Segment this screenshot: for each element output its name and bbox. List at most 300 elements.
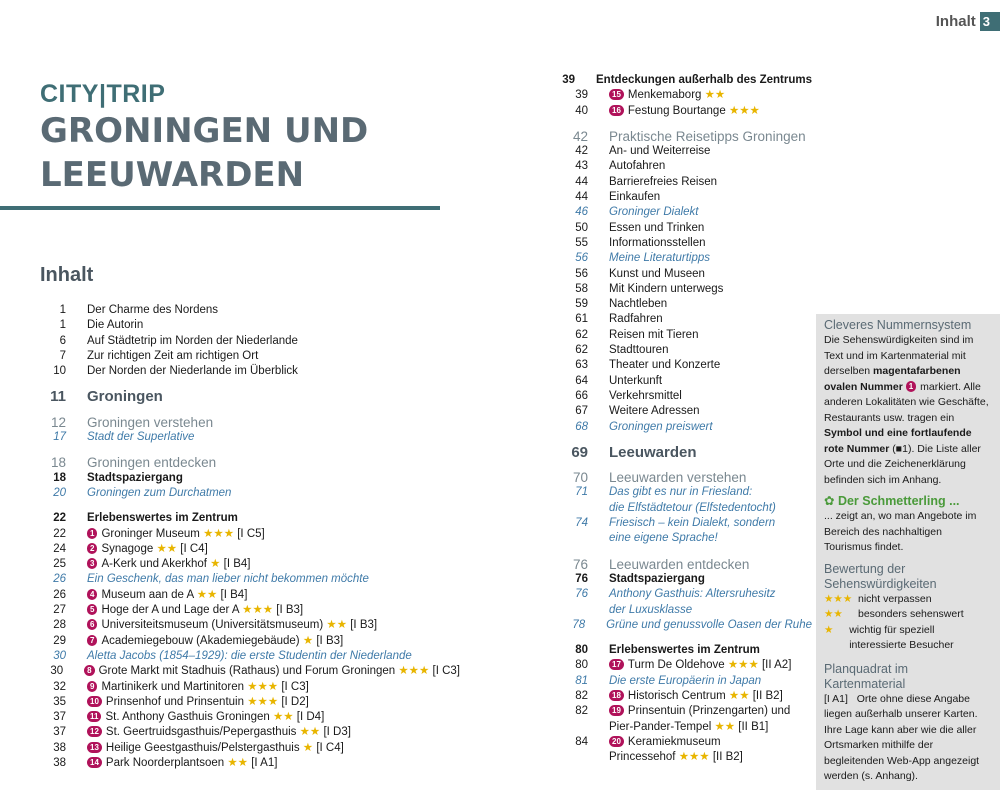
- map-grid-ref: [I B3]: [276, 604, 304, 617]
- map-grid-ref: [I B3]: [316, 634, 344, 647]
- toc-entry: [562, 689, 812, 704]
- toc-page-number: 11: [50, 388, 66, 406]
- toc-entry-text: [609, 159, 665, 174]
- toc-page-number: [562, 501, 588, 516]
- toc-entry-text: [609, 674, 761, 689]
- toc-entry-text: [609, 501, 776, 516]
- toc-entry-text: [609, 175, 717, 190]
- sidebar-text-grid: [I A1] Orte ohne diese Angabe liegen außerhalb unserer Karten. Ihre Lage kann aber wie die aller Ortsmarken mithilfe der begleitenden Web-App angezeigt werden (s. Anhang).: [824, 692, 980, 782]
- toc-entry-title: Aletta Jacobs (1854–1929): die erste Studentin der Niederlande: [87, 649, 412, 662]
- toc-entry-title: Nachtleben: [609, 298, 668, 311]
- toc-entry: [40, 455, 460, 470]
- toc-entry-title: Ein Geschenk, das man lieber nicht bekommen möchte: [87, 573, 369, 586]
- toc-entry-text: [609, 603, 692, 618]
- rating-stars: ★: [824, 623, 834, 636]
- toc-entry-text: [609, 735, 721, 750]
- toc-entry: [562, 404, 812, 419]
- title-rule: [0, 206, 440, 210]
- toc-entry-title: Groningen zum Durchatmen: [87, 486, 232, 499]
- toc-page-number: 80: [575, 644, 588, 657]
- toc-entry: [40, 725, 460, 740]
- toc-entry-title: Barrierefreies Reisen: [609, 175, 718, 188]
- toc-entry: [40, 471, 460, 486]
- toc-entry: [40, 710, 460, 725]
- toc-page-number: 69: [571, 443, 588, 461]
- toc-entry: [562, 603, 812, 618]
- toc-entry-title: Entdeckungen außerhalb des Zentrums: [596, 74, 812, 86]
- toc-entry-title: Groningen verstehen: [87, 414, 214, 430]
- toc-entry-text: [609, 704, 790, 719]
- toc-entry-text: [609, 104, 760, 119]
- rating-stars: ★★: [272, 711, 294, 724]
- toc-entry: [40, 415, 460, 430]
- toc-entry-text: [87, 618, 377, 633]
- toc-entry: [562, 674, 812, 689]
- toc-entry-text: [87, 649, 412, 664]
- toc-entry-title: Erlebenswertes im Zentrum: [609, 644, 760, 657]
- toc-entry-text: [87, 588, 247, 603]
- toc-entry: [562, 104, 812, 119]
- rating-stars: ★★: [326, 619, 348, 632]
- toc-entry-title: Leeuwarden entdecken: [609, 556, 750, 572]
- toc-page-number: 56: [575, 252, 588, 265]
- toc-spacer: [562, 547, 812, 557]
- toc-page-number: 80: [575, 659, 588, 672]
- toc-entry: [562, 557, 812, 572]
- toc-entry: [562, 531, 812, 546]
- toc-entry-title: Martinikerk und Martinitoren: [101, 680, 244, 693]
- toc-entry: [562, 750, 812, 765]
- sight-number-badge: 6: [87, 619, 97, 630]
- toc-entry-title: Zur richtigen Zeit am richtigen Ort: [87, 349, 259, 362]
- sight-number-badge: 1: [87, 528, 97, 539]
- toc-entry: [562, 572, 812, 587]
- map-grid-ref: [I C3]: [432, 665, 460, 678]
- toc-entry-title: Academiegebouw (Akademiegebäude): [101, 634, 300, 647]
- toc-page-number: 71: [575, 486, 588, 499]
- toc-page-number: 59: [575, 298, 588, 311]
- sight-number-badge: 2: [87, 543, 97, 554]
- toc-entry-title: der Luxusklasse: [609, 603, 693, 616]
- toc-entry-text: [609, 358, 720, 373]
- toc-entry-title: Princessehof: [609, 751, 676, 764]
- toc-entry: [562, 175, 812, 190]
- toc-entry: [562, 445, 812, 460]
- toc-entry-title: Essen und Trinken: [609, 221, 705, 234]
- toc-entry-title: Groninger Dialekt: [609, 206, 699, 219]
- toc-entry-title: Anthony Gasthuis: Altersruhesitz: [609, 588, 776, 601]
- toc-entry-text: [87, 389, 163, 404]
- toc-page-number: 18: [53, 471, 66, 484]
- toc-entry-text: [87, 695, 309, 710]
- toc-entry: [562, 704, 812, 719]
- sight-number-badge: 5: [87, 604, 97, 615]
- toc-entry-text: [609, 720, 768, 735]
- rating-stars: ★★: [227, 757, 248, 770]
- toc-entry-text: [609, 251, 710, 266]
- map-grid-ref: [I D2]: [281, 695, 309, 708]
- toc-page-number: 50: [575, 221, 588, 234]
- toc-entry: [562, 587, 812, 602]
- toc-entry: [562, 470, 812, 485]
- toc-entry: [40, 695, 460, 710]
- toc-entry-title: A-Kerk und Akerkhof: [101, 558, 207, 571]
- toc-entry: [40, 364, 460, 379]
- rating-legend-item: [824, 607, 992, 623]
- toc-page-number: 82: [575, 705, 588, 718]
- toc-entry: [562, 358, 812, 373]
- toc-entry-title: Die Autorin: [87, 319, 144, 332]
- toc-entry-title: Reisen mit Tieren: [609, 328, 699, 341]
- toc-entry: [562, 88, 812, 103]
- toc-entry-text: [87, 455, 216, 470]
- toc-entry-text: [609, 420, 713, 435]
- toc-page-number: [562, 531, 588, 546]
- rating-stars: ★★★: [247, 695, 279, 708]
- toc-page-number: 44: [575, 191, 588, 204]
- toc-entry-text: [609, 485, 752, 500]
- toc-page-number: 82: [575, 689, 588, 702]
- toc-entry-title: Erlebenswertes im Zentrum: [87, 512, 238, 525]
- rating-stars: ★★: [299, 726, 321, 739]
- toc-page-number: 24: [53, 542, 66, 555]
- magenta-number-badge: 1: [906, 381, 916, 392]
- rating-stars: ★★★: [727, 659, 759, 672]
- sight-number-badge: 16: [609, 105, 624, 116]
- toc-entry: [40, 741, 460, 756]
- toc-entry-text: [87, 471, 183, 486]
- toc-page-number: 38: [53, 741, 66, 754]
- toc-entry-title: Autofahren: [609, 160, 666, 173]
- toc-entry: [40, 572, 460, 587]
- sidebar-heading-rating: Bewertung der Sehenswürdigkeiten: [824, 561, 937, 591]
- toc-entry-title: Museum aan de A: [101, 588, 194, 601]
- sidebar-heading-grid: Planquadrat im Kartenmaterial: [824, 661, 909, 691]
- toc-entry-title: Radfahren: [609, 313, 663, 326]
- toc-entry-title: Leeuwarden verstehen: [609, 470, 747, 486]
- toc-page-number: [562, 603, 588, 618]
- toc-entry-title: An- und Weiterreise: [609, 145, 711, 158]
- toc-entry: [562, 236, 812, 251]
- toc-entry: [40, 680, 460, 695]
- rating-legend-item: [824, 592, 992, 608]
- rating-stars: ★: [302, 741, 314, 754]
- toc-entry-text: [87, 603, 303, 618]
- rating-stars: ★★★: [678, 751, 710, 764]
- toc-entry-text: [609, 572, 705, 587]
- rating-stars: ★★: [728, 689, 750, 702]
- toc-entry-text: [609, 531, 718, 546]
- toc-entry-text: [606, 618, 812, 633]
- rating-stars: ★★★: [728, 104, 760, 117]
- toc-left-column: [40, 303, 460, 771]
- toc-entry-text: [609, 205, 698, 220]
- toc-page-number: 18: [50, 455, 66, 471]
- map-grid-ref: [II B2]: [752, 689, 783, 702]
- toc-page-number: 62: [575, 344, 588, 357]
- toc-entry-title: Stadtspaziergang: [87, 471, 183, 484]
- toc-entry-title: Heilige Geestgasthuis/Pelstergasthuis: [105, 741, 300, 754]
- toc-entry-text: [87, 527, 265, 542]
- rating-stars: ★★: [196, 588, 218, 601]
- map-grid-ref: [I D4]: [296, 711, 325, 724]
- toc-entry: [40, 511, 460, 526]
- toc-entry: [40, 634, 460, 649]
- toc-entry-title: Festung Bourtange: [627, 104, 726, 117]
- toc-entry: [562, 735, 812, 750]
- toc-entry-title: Kunst und Museen: [609, 267, 705, 280]
- toc-entry: [562, 389, 812, 404]
- sidebar-text-numbers: Die Sehenswürdigkeiten sind im Text und im Kartenmaterial mit derselben magentafarbenen ovalen Nummer 1 markiert. Alle anderen Lokalitäten wie Geschäfte, Restaurants usw. tragen ein Symbol und eine fortlaufende rote Nummer (■1). Die Liste aller Orte und die Zeichenerklärung befinden sich im Anhang.: [824, 334, 989, 486]
- page-number: 3: [980, 12, 1000, 31]
- toc-entry-text: [84, 664, 460, 679]
- toc-entry-text: [609, 282, 723, 297]
- toc-entry-title: eine eigene Sprache!: [609, 532, 718, 545]
- toc-entry: [562, 658, 812, 673]
- toc-page-number: 10: [53, 365, 66, 378]
- running-header: [936, 12, 1000, 31]
- toc-entry-text: [87, 364, 298, 379]
- toc-entry-title: Keramiekmuseum: [627, 735, 721, 748]
- toc-entry: [40, 527, 460, 542]
- toc-entry-title: Auf Städtetrip im Norden der Niederlande: [87, 334, 298, 347]
- toc-page-number: 32: [53, 680, 66, 693]
- rating-stars: ★★★: [242, 604, 274, 617]
- toc-entry-title: Groningen preiswert: [609, 420, 713, 433]
- toc-entry-title: St. Geertruidsgasthuis/Pepergasthuis: [105, 726, 297, 739]
- toc-entry: [40, 430, 460, 445]
- toc-entry-title: Praktische Reisetipps Groningen: [609, 128, 806, 144]
- info-sidebar: [816, 314, 1000, 790]
- toc-entry-title: Groningen: [87, 388, 163, 406]
- toc-entry: [562, 190, 812, 205]
- toc-entry-title: Universiteitsmuseum (Universitätsmuseum): [101, 619, 324, 632]
- toc-entry-text: [609, 587, 775, 602]
- toc-entry-title: Pier-Pander-Tempel: [609, 720, 712, 733]
- map-grid-ref: [I B3]: [350, 619, 378, 632]
- rating-stars: ★★: [824, 608, 843, 620]
- map-grid-ref: [II A2]: [761, 659, 792, 672]
- toc-entry-text: [87, 680, 309, 695]
- toc-entry: [562, 144, 812, 159]
- toc-entry-text: [87, 430, 194, 445]
- rating-legend: [824, 592, 992, 654]
- toc-entry: [562, 73, 812, 88]
- toc-page-number: 40: [575, 104, 588, 117]
- toc-entry-title: Verkehrsmittel: [609, 389, 682, 402]
- map-grid-ref: [I A1]: [251, 757, 278, 770]
- toc-page-number: 17: [53, 431, 66, 444]
- rating-stars: ★★★: [824, 592, 853, 605]
- toc-entry: [562, 312, 812, 327]
- map-grid-ref: [I C4]: [180, 542, 208, 555]
- sidebar-text-butterfly: ... zeigt an, wo man Angebote im Bereich des nachhaltigen Tourismus findet.: [824, 510, 977, 553]
- toc-page-number: 26: [53, 573, 66, 586]
- toc-page-number: 27: [53, 604, 66, 617]
- toc-entry-title: Stadttouren: [609, 344, 669, 357]
- map-grid-ref: [I B4]: [220, 588, 248, 601]
- toc-page-number: 22: [53, 512, 66, 525]
- toc-entry: [562, 267, 812, 282]
- toc-spacer: [40, 445, 460, 455]
- map-grid-ref: [I C3]: [281, 680, 309, 693]
- toc-entry-text: [609, 312, 663, 327]
- toc-entry-text: [609, 221, 704, 236]
- toc-entry: [562, 282, 812, 297]
- sight-number-badge: 19: [609, 705, 624, 716]
- sight-number-badge: 11: [87, 711, 101, 722]
- toc-page-number: 6: [59, 334, 66, 347]
- toc-entry-text: [609, 343, 668, 358]
- book-title-line2: LEEUWARDEN: [40, 155, 305, 195]
- map-grid-ref: [II B1]: [738, 720, 769, 733]
- toc-entry: [562, 420, 812, 435]
- toc-entry-title: Grote Markt mit Stadhuis (Rathaus) und Forum Groningen: [98, 665, 396, 678]
- rating-stars: ★★: [156, 542, 178, 555]
- toc-page-number: 7: [59, 349, 66, 362]
- toc-entry-text: [87, 349, 258, 364]
- toc-page-number: 74: [575, 517, 588, 530]
- toc-page-number: 76: [572, 556, 588, 572]
- toc-entry: [562, 297, 812, 312]
- sight-number-badge: 8: [84, 665, 94, 676]
- toc-page-number: 30: [53, 649, 66, 662]
- toc-page-number: 12: [50, 414, 66, 430]
- toc-entry-text: [609, 88, 725, 103]
- rating-stars: ★★: [704, 89, 726, 102]
- toc-entry-text: [609, 445, 697, 460]
- toc-page-number: 76: [575, 572, 588, 585]
- toc-entry: [562, 720, 812, 735]
- toc-page-number: 43: [575, 160, 588, 173]
- toc-entry: [562, 129, 812, 144]
- sight-number-badge: 10: [87, 696, 102, 707]
- toc-page-number: 42: [572, 128, 588, 144]
- toc-entry-title: Park Noorderplantsoen: [105, 757, 225, 770]
- toc-entry-text: [609, 328, 698, 343]
- toc-entry: [562, 343, 812, 358]
- rating-stars: ★: [302, 634, 314, 647]
- toc-spacer: [562, 119, 812, 129]
- toc-entry-title: Prinsentuin (Prinzengarten) und: [627, 705, 791, 718]
- toc-entry-title: Stadtspaziergang: [609, 572, 705, 585]
- toc-page-number: 35: [53, 695, 66, 708]
- toc-page-number: 44: [575, 175, 588, 188]
- butterfly-icon: ✿: [824, 494, 838, 508]
- toc-entry-title: Hoge der A und Lage der A: [101, 604, 239, 617]
- toc-entry: [562, 221, 812, 236]
- sight-number-badge: 9: [87, 681, 97, 692]
- toc-entry-text: [609, 643, 760, 658]
- toc-entry-text: [87, 486, 231, 501]
- toc-entry: [40, 649, 460, 664]
- toc-page-number: 66: [575, 389, 588, 402]
- toc-entry-title: Meine Literaturtipps: [609, 252, 710, 265]
- toc-entry-text: [609, 297, 667, 312]
- running-header-title: Inhalt: [935, 13, 976, 30]
- toc-page-number: 22: [53, 527, 66, 540]
- toc-page-number: 78: [572, 618, 586, 631]
- series-name: CITY|TRIP: [40, 80, 166, 108]
- toc-entry-text: [609, 658, 791, 673]
- toc-entry: [40, 334, 460, 349]
- toc-page-number: [562, 720, 588, 735]
- book-title-line1: GRONINGEN UND: [40, 111, 369, 151]
- toc-entry: [40, 542, 460, 557]
- toc-entry: [40, 486, 460, 501]
- toc-entry-text: [87, 542, 208, 557]
- toc-spacer: [40, 405, 460, 415]
- toc-entry-text: [87, 557, 251, 572]
- toc-entry: [562, 485, 812, 500]
- toc-page-number: 20: [53, 486, 66, 499]
- toc-page-number: 37: [53, 726, 66, 739]
- toc-entry-title: Die erste Europäerin in Japan: [609, 674, 762, 687]
- sight-number-badge: 17: [609, 659, 624, 670]
- toc-entry-text: [87, 634, 343, 649]
- toc-page-number: 55: [575, 236, 588, 249]
- toc-page-number: [562, 750, 588, 765]
- sidebar-heading-numbers: Cleveres Nummernsystem: [824, 318, 972, 332]
- sidebar-heading-butterfly: ✿ Der Schmetterling ...: [824, 494, 960, 508]
- toc-entry-title: Stadt der Superlative: [87, 431, 195, 444]
- toc-entry-title: Mit Kindern unterwegs: [609, 282, 724, 295]
- rating-legend-text: besonders sehenswert: [858, 608, 964, 620]
- toc-entry: [562, 328, 812, 343]
- toc-entry: [562, 643, 812, 658]
- toc-page-number: 37: [53, 711, 66, 724]
- toc-entry-text: [609, 236, 706, 251]
- toc-entry-title: Prinsenhof und Prinsentuin: [105, 695, 244, 708]
- toc-entry-text: [609, 516, 775, 531]
- toc-entry: [562, 501, 812, 516]
- map-grid-ref: [I C4]: [316, 741, 344, 754]
- toc-entry: [562, 618, 812, 633]
- map-grid-ref: [I B4]: [223, 558, 251, 571]
- toc-entry-text: [87, 725, 351, 740]
- toc-entry-title: Historisch Centrum: [627, 689, 726, 702]
- toc-entry-text: [87, 756, 277, 771]
- rating-stars: ★★: [714, 720, 736, 733]
- toc-entry-text: [609, 144, 710, 159]
- toc-entry-text: [609, 190, 660, 205]
- sight-number-badge: 4: [87, 589, 97, 600]
- toc-entry: [40, 303, 460, 318]
- toc-entry-title: Der Charme des Nordens: [87, 304, 219, 316]
- toc-entry: [40, 588, 460, 603]
- toc-entry-text: [87, 303, 218, 318]
- toc-entry: [40, 756, 460, 771]
- rating-stars: ★★★: [203, 527, 235, 540]
- toc-entry-title: Synagoge: [101, 542, 154, 555]
- toc-entry-title: Einkaufen: [609, 191, 661, 204]
- toc-entry-text: [87, 334, 298, 349]
- toc-spacer: [40, 501, 460, 511]
- toc-entry: [562, 205, 812, 220]
- toc-page-number: 1: [59, 304, 66, 316]
- toc-spacer: [562, 633, 812, 643]
- toc-entry-text: [609, 557, 749, 572]
- toc-entry: [40, 389, 460, 404]
- toc-page-number: 76: [575, 588, 588, 601]
- toc-page-number: 68: [575, 420, 588, 433]
- contents-heading: Inhalt: [40, 264, 94, 286]
- sight-number-badge: 20: [609, 736, 624, 747]
- toc-entry-title: Friesisch – kein Dialekt, sondern: [609, 517, 776, 530]
- toc-entry-title: Menkemaborg: [627, 89, 702, 102]
- toc-entry: [562, 516, 812, 531]
- toc-entry-text: [609, 750, 743, 765]
